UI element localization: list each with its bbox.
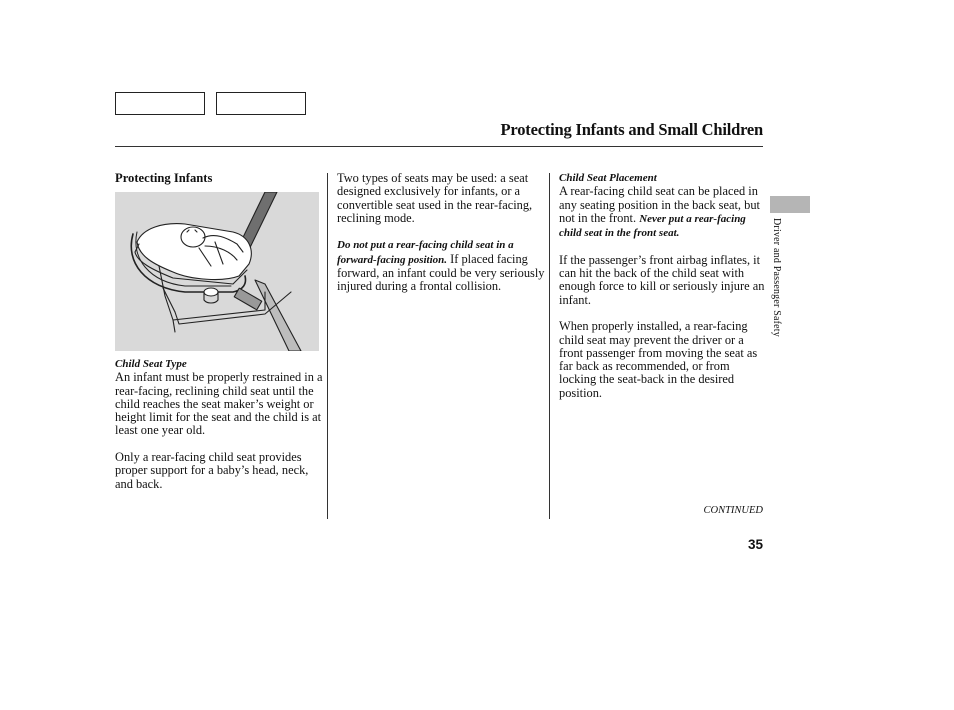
paragraph: Only a rear-facing child seat provides proper support for a baby’s head, neck, and back. [115,450,309,491]
child-seat-type-heading: Child Seat Type [115,358,187,370]
continued-label: CONTINUED [703,505,763,516]
paragraph: If the passenger’s front airbag inflates, it can hit the back of the child seat with enough force to kill or seriously injure an infant. [559,252,765,307]
warning-paragraph [337,238,545,293]
warning-text: Do not put a rear-facing child seat in a forward-facing position. [337,239,514,266]
column-divider-left [327,173,328,519]
section-tab-marker [770,196,810,213]
middle-column [337,172,545,307]
paragraph: Two types of seats may be used: a seat designed exclusively for infants, or a convertible seat used in the rear-facing, reclining mode. [337,171,533,225]
page-title: Protecting Infants and Small Children [500,120,763,139]
infant-seat-illustration [115,192,319,351]
warning-text: Never put a rear-facing child seat in the front seat. [559,212,746,240]
title-rule [115,146,763,147]
page-number: 35 [747,537,763,552]
paragraph-text: A rear-facing child seat can be placed in any seating position in the back seat, but not in the front. [559,184,760,225]
left-column-text [115,358,325,504]
paragraph: An infant must be properly restrained in a rear-facing, reclining child seat until the child reaches the seat maker’s weight or height limit for the seat and the child is at least one year old. [115,370,323,438]
section-tab-label: Driver and Passenger Safety [771,218,782,337]
right-column [559,172,765,413]
column-divider-right [549,173,550,519]
section-heading: Protecting Infants [115,171,213,185]
nav-box-previous[interactable] [115,92,205,115]
paragraph: When properly installed, a rear-facing child seat may prevent the driver or a front passenger from moving the seat as far back as recommended, or from locking the seat-back in the desired position. [559,319,758,400]
nav-box-next[interactable] [216,92,306,115]
paragraph [559,185,765,240]
infant-seat-drawing [115,192,319,351]
left-column [115,172,325,185]
child-seat-placement-heading: Child Seat Placement [559,172,657,184]
warning-continuation: If placed facing forward, an infant could be very seriously injured during a frontal collision. [337,251,545,294]
